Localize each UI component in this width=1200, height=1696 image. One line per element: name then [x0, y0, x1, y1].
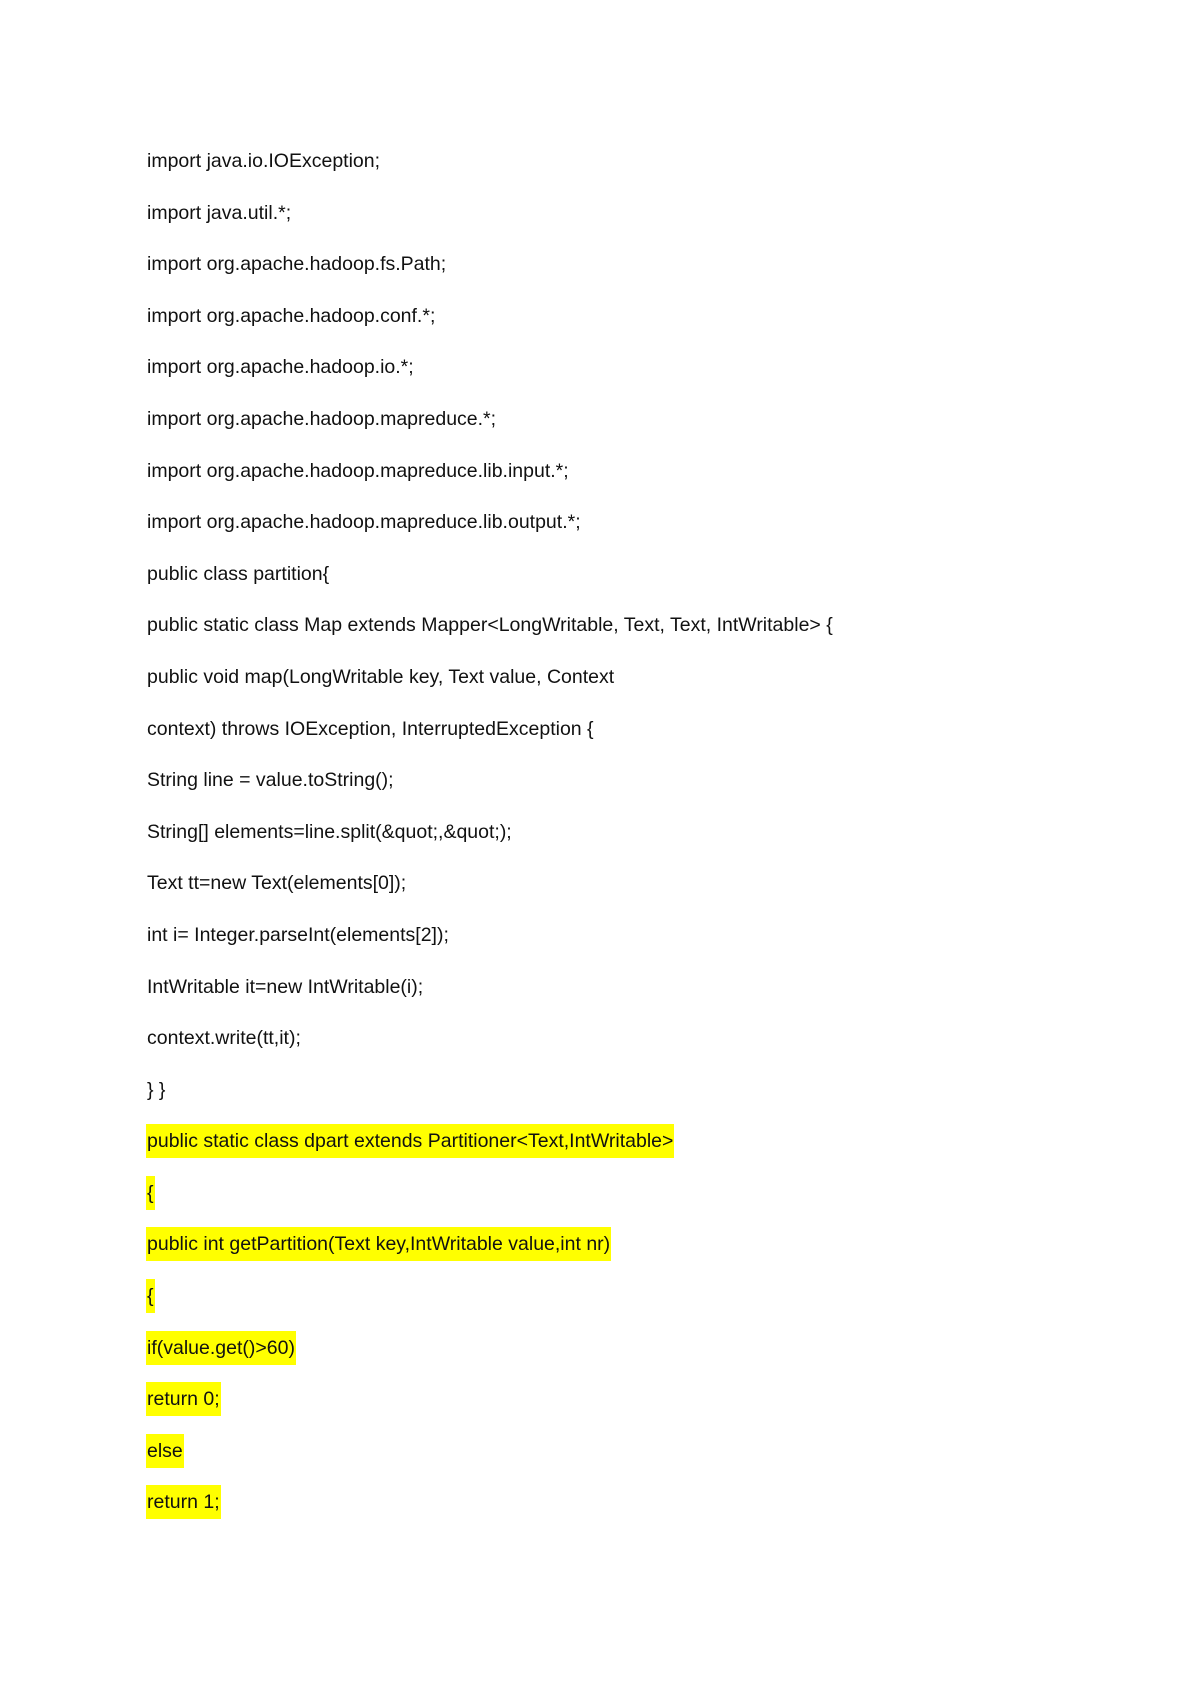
code-line [146, 815, 834, 867]
code-line-text: import java.util.*; [147, 201, 292, 224]
code-line [146, 557, 834, 609]
code-line-text: import org.apache.hadoop.mapreduce.lib.input.*; [147, 459, 569, 482]
code-line-text: { [146, 1279, 155, 1313]
highlighted-code-line [146, 1331, 834, 1383]
code-line-text: public int getPartition(Text key,IntWritable value,int nr) [146, 1227, 611, 1261]
code-line-text: public void map(LongWritable key, Text value, Context [147, 665, 615, 688]
code-line [146, 763, 834, 815]
code-listing [146, 144, 834, 1537]
code-line-text: context.write(tt,it); [147, 1027, 301, 1050]
highlighted-code-line [146, 1485, 834, 1537]
code-line-text: } } [147, 1078, 166, 1101]
code-line [146, 454, 834, 506]
code-line [146, 1073, 834, 1125]
code-line-text: return 0; [146, 1382, 221, 1416]
code-line [146, 402, 834, 454]
highlighted-code-line [146, 1227, 834, 1279]
code-line-text: import org.apache.hadoop.conf.*; [147, 304, 436, 327]
code-line-text: import org.apache.hadoop.fs.Path; [147, 253, 447, 276]
code-line [146, 196, 834, 248]
code-line [146, 505, 834, 557]
code-line [146, 918, 834, 970]
code-line [146, 712, 834, 764]
code-line-text: import org.apache.hadoop.io.*; [147, 356, 414, 379]
code-line-text: import org.apache.hadoop.mapreduce.*; [147, 407, 497, 430]
code-line [146, 247, 834, 299]
code-line-text: import java.io.IOException; [147, 150, 381, 172]
code-line [146, 1021, 834, 1073]
code-line-text: { [146, 1176, 155, 1210]
code-line [146, 970, 834, 1022]
code-line-text: String line = value.toString(); [147, 769, 394, 792]
code-line [146, 144, 834, 196]
code-line-text: public static class dpart extends Partitioner<Text,IntWritable> [146, 1124, 674, 1158]
code-line-text: Text tt=new Text(elements[0]); [147, 872, 407, 895]
highlighted-code-line [146, 1176, 834, 1228]
highlighted-code-line [146, 1382, 834, 1434]
highlighted-code-line [146, 1279, 834, 1331]
code-line [146, 350, 834, 402]
code-line-text: String[] elements=line.split(&quot;,&quot;); [147, 820, 512, 843]
code-line-text: int i= Integer.parseInt(elements[2]); [147, 923, 449, 946]
code-line [146, 866, 834, 918]
code-line [146, 660, 834, 712]
code-line-text: public class partition{ [147, 562, 330, 585]
highlighted-code-line [146, 1124, 834, 1176]
code-line [146, 608, 834, 660]
code-line-text: if(value.get()>60) [146, 1331, 296, 1365]
code-line-text: public static class Map extends Mapper<LongWritable, Text, Text, IntWritable> { [147, 614, 833, 637]
code-line-text: else [146, 1434, 184, 1468]
highlighted-code-line [146, 1434, 834, 1486]
code-line-text: import org.apache.hadoop.mapreduce.lib.output.*; [147, 511, 581, 534]
code-line [146, 299, 834, 351]
code-line-text: IntWritable it=new IntWritable(i); [147, 975, 424, 998]
code-line-text: context) throws IOException, InterruptedException { [147, 717, 594, 740]
code-line-text: return 1; [146, 1485, 221, 1519]
